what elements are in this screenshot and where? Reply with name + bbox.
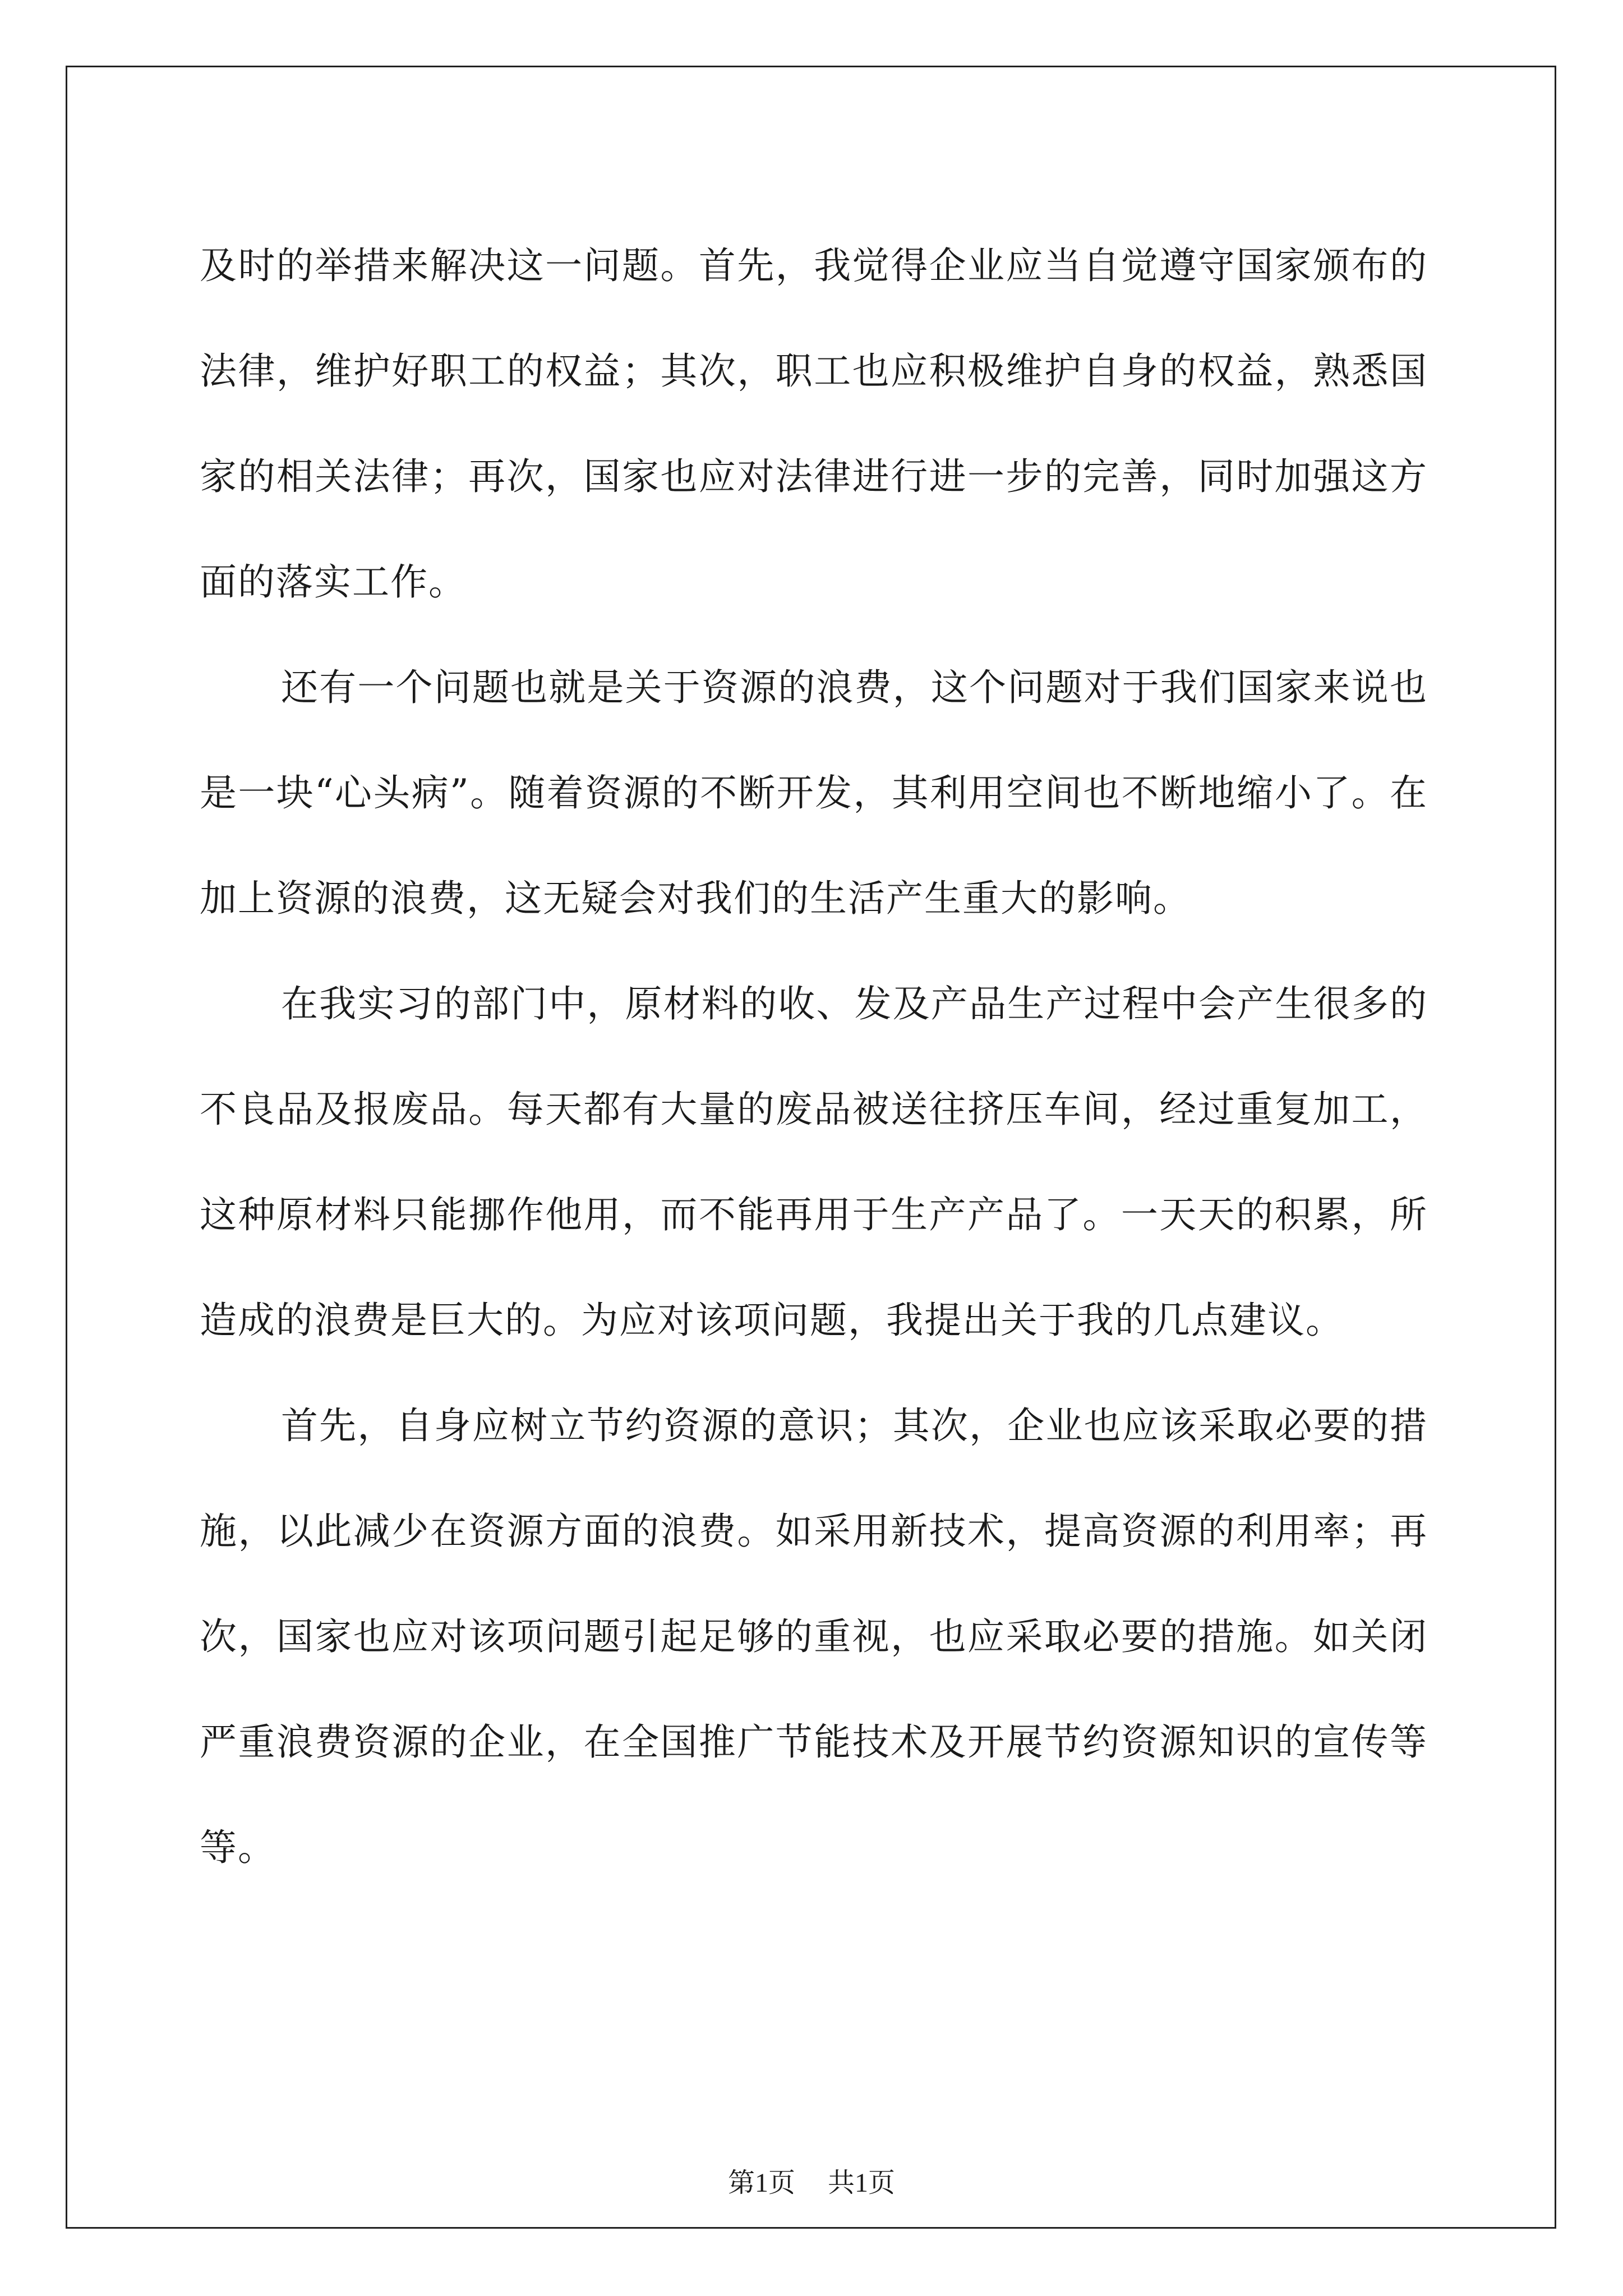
- paragraph-4: 首先，自身应树立节约资源的意识；其次，企业也应该采取必要的措施，以此减少在资源方面的浪费。如采用新技术，提高资源的利用率；再次，国家也应对该项问题引起足够的重视，也应采取必要的措施。如关闭严重浪费资源的企业，在全国推广节能技术及开展节约资源知识的宣传等等。: [200, 1404, 1428, 1869]
- paragraph-2: 还有一个问题也就是关于资源的浪费，这个问题对于我们国家来说也是一块“心头病”。随着资源的不断开发，其利用空间也不断地缩小了。在加上资源的浪费，这无疑会对我们的生活产生重大的影响。: [200, 666, 1428, 920]
- document-body: [200, 213, 1428, 1901]
- paragraph-1: 及时的举措来解决这一问题。首先，我觉得企业应当自觉遵守国家颁布的法律，维护好职工的权益；其次，职工也应积极维护自身的权益，熟悉国家的相关法律；再次，国家也应对法律进行进一步的完善，同时加强这方面的落实工作。: [200, 244, 1428, 604]
- paragraph-3: 在我实习的部门中，原材料的收、发及产品生产过程中会产生很多的不良品及报废品。每天都有大量的废品被送往挤压车间，经过重复加工，这种原材料只能挪作他用，而不能再用于生产产品了。一天天的积累，所造成的浪费是巨大的。为应对该项问题，我提出关于我的几点建议。: [200, 982, 1428, 1342]
- page-footer: [0, 2161, 1623, 2200]
- page-total: 共1页: [828, 2168, 896, 2198]
- page-number: 第1页: [727, 2168, 795, 2198]
